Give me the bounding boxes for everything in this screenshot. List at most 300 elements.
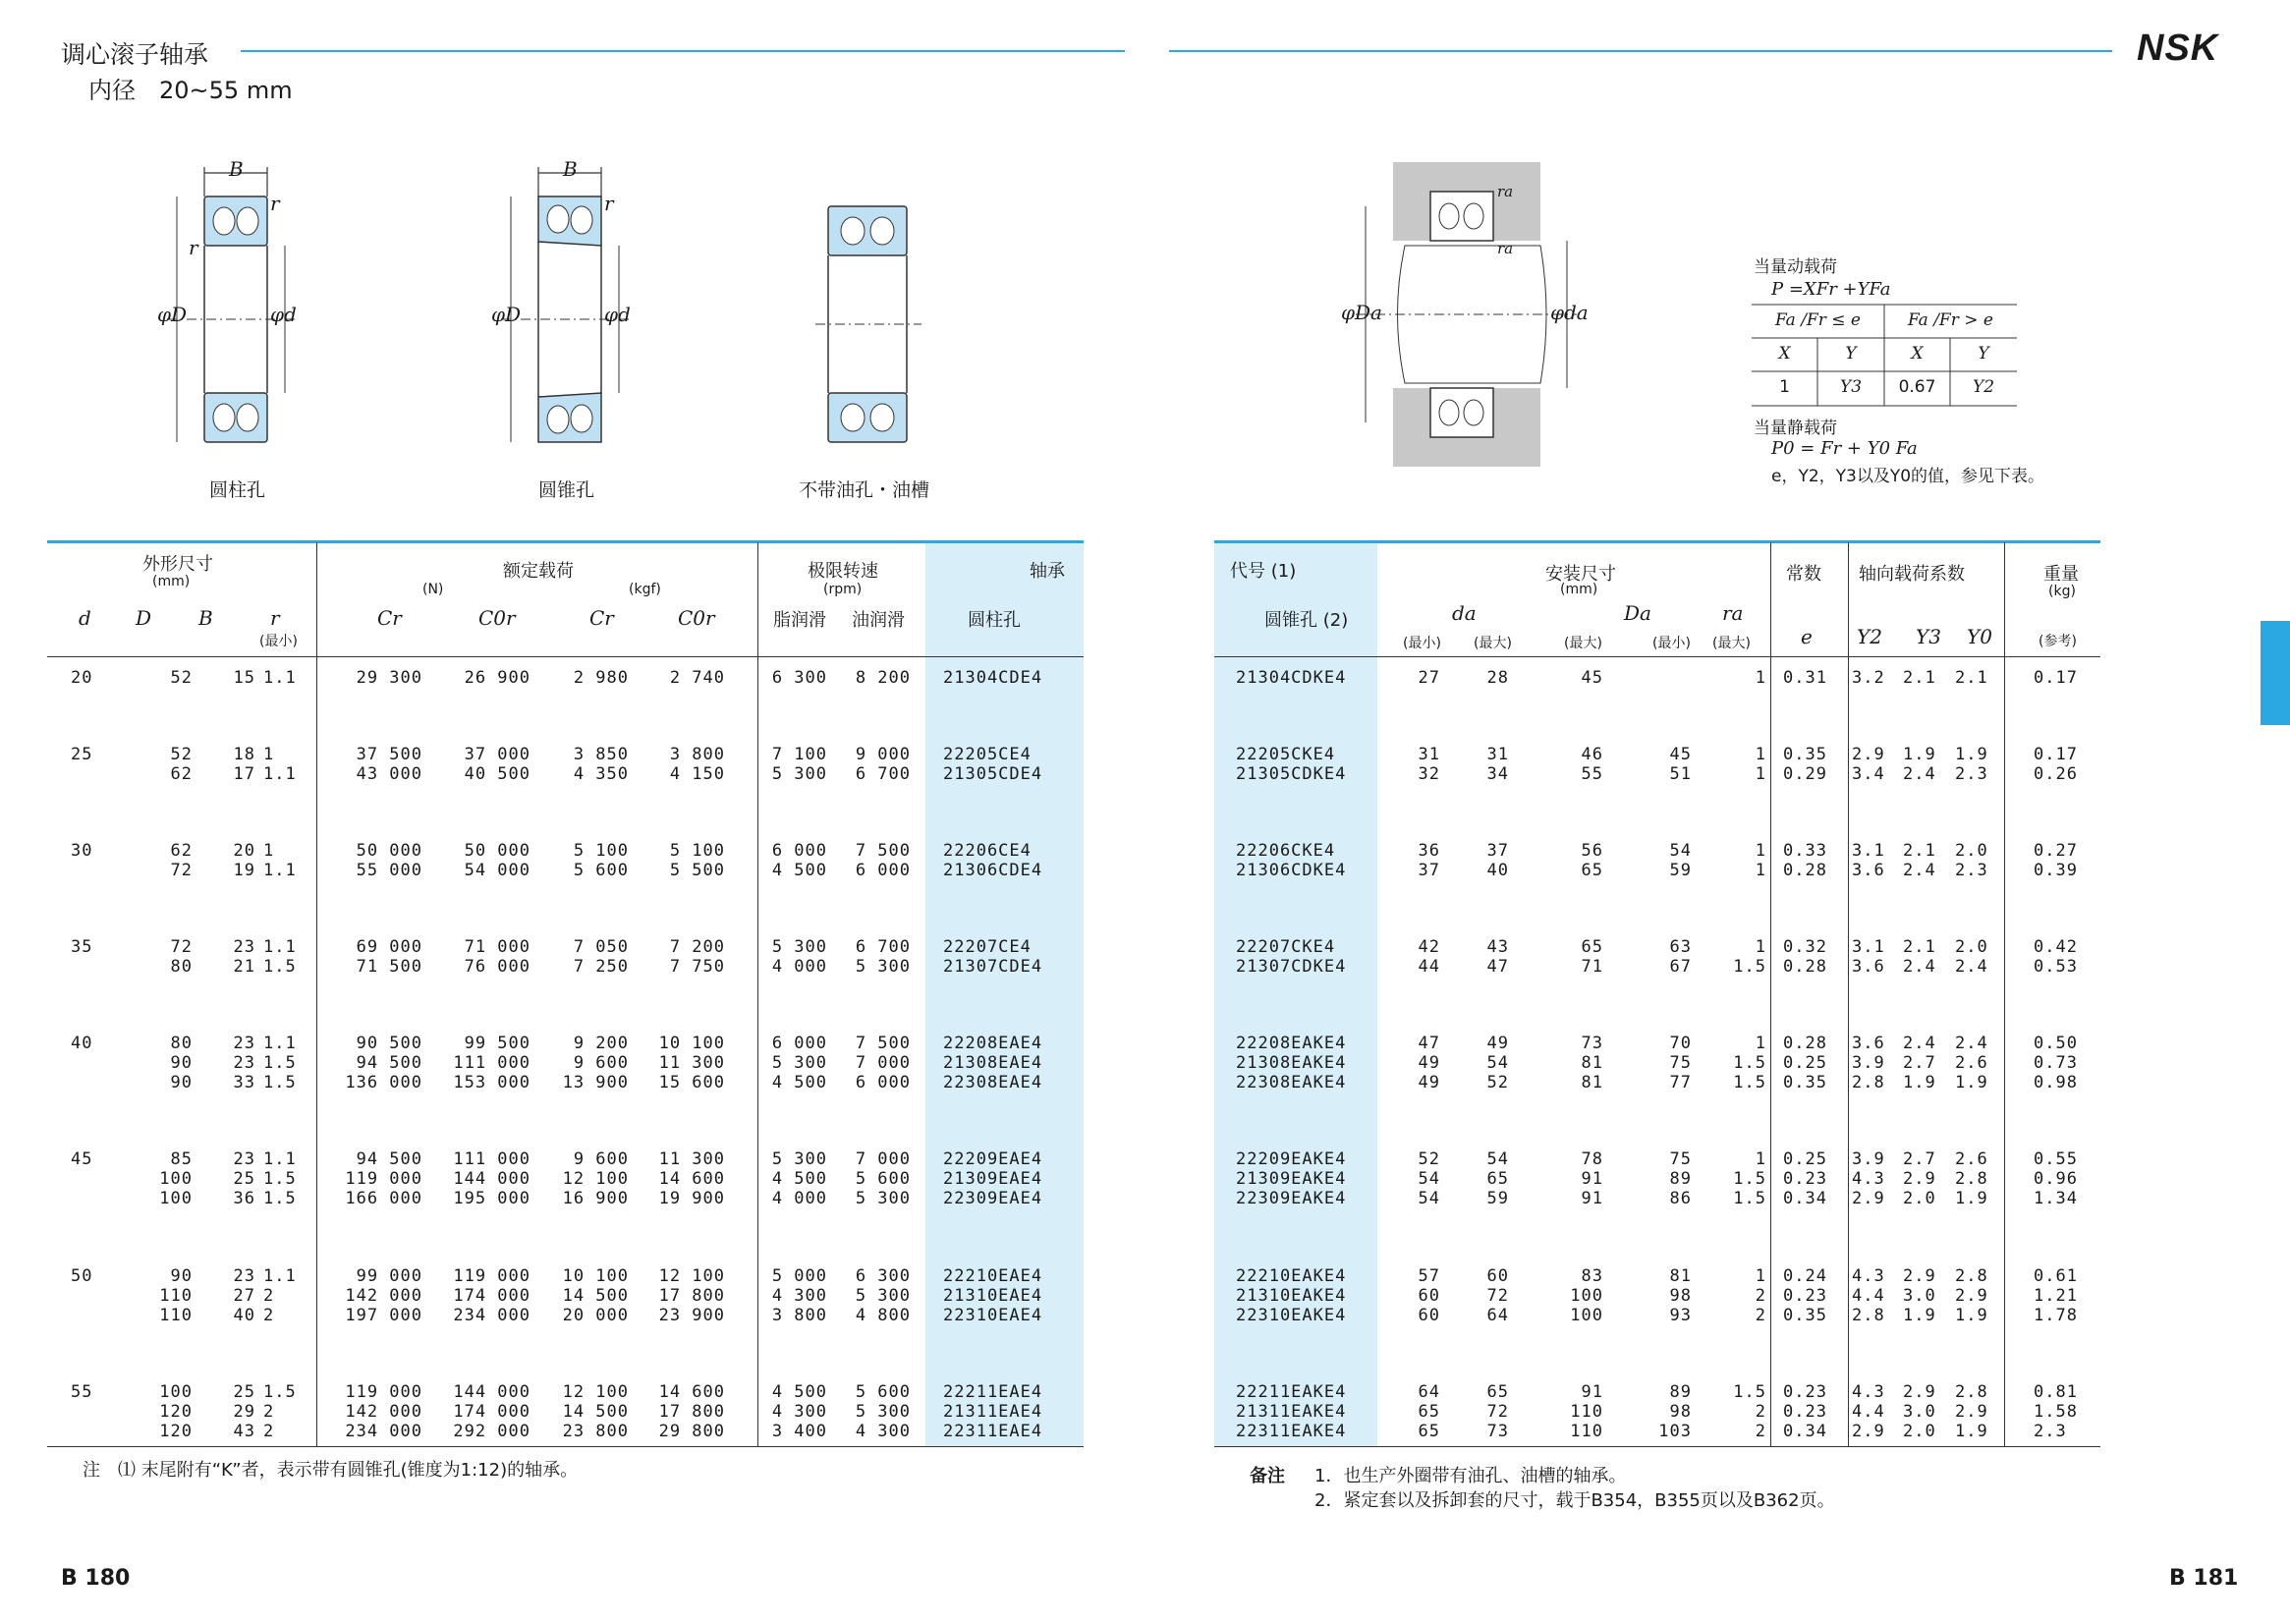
cell-cyl: 22309EAE4 <box>943 1189 1043 1208</box>
cell-da-min: 31 <box>1418 745 1440 764</box>
hdr-axial: 轴向载荷系数 <box>1859 564 1965 585</box>
cell-da-min: 59 <box>1669 861 1692 880</box>
cell-b: 43 <box>233 1422 255 1441</box>
cell-crk: 10 100 <box>562 1266 629 1286</box>
cell-y0: 1.9 <box>1955 1073 1988 1092</box>
cell-grease: 4 500 <box>771 1382 827 1402</box>
cell-ra-max: 1 <box>1755 764 1766 784</box>
cell-c0rk: 14 600 <box>658 1382 725 1402</box>
cell-oil: 6 000 <box>855 1073 911 1092</box>
cell-cr: 119 000 <box>345 1382 422 1402</box>
cell-e: 0.28 <box>1783 1034 1827 1053</box>
hdr-Da-max: (最大) <box>1564 636 1602 651</box>
cell-r: 2 <box>263 1422 275 1441</box>
cell-taper: 22209EAKE4 <box>1236 1149 1347 1169</box>
cell-c0rk: 17 800 <box>658 1402 725 1422</box>
cell-y3: 2.4 <box>1903 1034 1936 1053</box>
cell-c0rk: 2 740 <box>669 668 725 688</box>
val-X1: 1 <box>1779 377 1790 397</box>
cell-da-max: 40 <box>1486 861 1509 880</box>
cell-taper: 22206CKE4 <box>1236 841 1336 861</box>
cell-y2: 3.6 <box>1852 1034 1885 1053</box>
cell-oil: 6 700 <box>855 764 911 784</box>
cell-cyl: 22207CE4 <box>943 937 1032 957</box>
bore-diameter-d: 35 <box>71 937 93 957</box>
cell-da-max: 49 <box>1486 1034 1509 1053</box>
cell-da-min: 103 <box>1658 1422 1692 1441</box>
dynamic-load-formula: P =XFr +YFa <box>1771 279 1891 300</box>
cell-e: 0.29 <box>1783 764 1827 784</box>
cell-b: 15 <box>233 668 255 688</box>
cell-r: 1.5 <box>263 1073 297 1092</box>
cell-grease: 4 300 <box>771 1286 827 1306</box>
hdr-ra-max: (最大) <box>1712 636 1751 651</box>
cell-da-min: 54 <box>1669 841 1692 861</box>
val-X2: 0.67 <box>1898 377 1936 397</box>
hdr-oil: 油润滑 <box>852 610 905 631</box>
cell-crk: 4 350 <box>573 764 629 784</box>
cell-y0: 2.4 <box>1955 957 1988 977</box>
cell-da-min: 98 <box>1669 1402 1692 1422</box>
cell-b: 18 <box>233 745 255 764</box>
cell-c0r: 119 000 <box>453 1266 531 1286</box>
cell-oil: 5 300 <box>855 1402 911 1422</box>
cell-c0r: 40 500 <box>464 764 531 784</box>
cell-da-max: 34 <box>1486 764 1509 784</box>
cell-grease: 5 300 <box>771 1053 827 1073</box>
note-2: 2．紧定套以及拆卸套的尺寸，载于B354，B355页以及B362页。 <box>1314 1490 1835 1511</box>
fig2-label-r: r <box>604 192 614 215</box>
cell-r: 1.5 <box>263 1053 297 1073</box>
cell-oil: 5 300 <box>855 1189 911 1208</box>
cell-c0r: 76 000 <box>464 957 531 977</box>
cond-le-e: Fa /Fr ≤ e <box>1775 310 1861 330</box>
cell-weight: 0.17 <box>2034 668 2078 688</box>
cell-e: 0.25 <box>1783 1149 1827 1169</box>
cell-y0: 2.8 <box>1955 1169 1988 1189</box>
cell-crk: 20 000 <box>562 1306 629 1325</box>
cell-ra-max: 1.5 <box>1733 1073 1766 1092</box>
cell-y2: 3.1 <box>1852 937 1885 957</box>
cell-y3: 2.4 <box>1903 957 1936 977</box>
cell-weight: 2.3 <box>2034 1422 2067 1441</box>
nsk-logo: NSK <box>2137 28 2219 69</box>
cell-da-min: 67 <box>1669 957 1692 977</box>
cell-da-max: 37 <box>1486 841 1509 861</box>
cell-y2: 3.1 <box>1852 841 1885 861</box>
fig1-caption: 圆柱孔 <box>209 479 266 501</box>
cell-crk: 9 600 <box>573 1149 629 1169</box>
hdr-Da: Da <box>1624 601 1651 625</box>
cell-crk: 9 200 <box>573 1034 629 1053</box>
cell-y2: 2.9 <box>1852 1189 1885 1208</box>
cell-b: 36 <box>233 1189 255 1208</box>
cell-crk: 7 050 <box>573 937 629 957</box>
cell-c0r: 144 000 <box>453 1169 531 1189</box>
cell-d: 120 <box>159 1422 193 1441</box>
cell-y0: 2.9 <box>1955 1402 1988 1422</box>
cell-e: 0.23 <box>1783 1169 1827 1189</box>
cell-oil: 8 200 <box>855 668 911 688</box>
val-Y1: Y3 <box>1839 377 1863 397</box>
cell-cyl: 21309EAE4 <box>943 1169 1043 1189</box>
cell-da-min: 32 <box>1418 764 1440 784</box>
cell-c0r: 99 500 <box>464 1034 531 1053</box>
cell-taper: 22211EAKE4 <box>1236 1382 1347 1402</box>
cell-weight: 0.39 <box>2034 861 2078 880</box>
cell-b: 23 <box>233 1149 255 1169</box>
cell-cyl: 22205CE4 <box>943 745 1032 764</box>
dynamic-load-title: 当量动载荷 <box>1754 257 1837 277</box>
hdr-unit-kgf: (kgf) <box>629 582 661 597</box>
mount-label-Da: φDa <box>1341 301 1382 324</box>
cell-da-max: 110 <box>1570 1422 1603 1441</box>
cell-r: 1.1 <box>263 1266 297 1286</box>
cell-b: 17 <box>233 764 255 784</box>
cell-weight: 0.55 <box>2034 1149 2078 1169</box>
hdr-constant: 常数 <box>1786 564 1821 585</box>
cell-y3: 3.0 <box>1903 1286 1936 1306</box>
cell-weight: 0.26 <box>2034 764 2078 784</box>
cell-r: 1 <box>263 745 275 764</box>
cell-b: 25 <box>233 1169 255 1189</box>
cell-y2: 2.9 <box>1852 1422 1885 1441</box>
cell-c0r: 174 000 <box>453 1286 531 1306</box>
cell-da-min: 37 <box>1418 861 1440 880</box>
cell-y2: 4.3 <box>1852 1169 1885 1189</box>
cell-d: 100 <box>159 1189 193 1208</box>
bore-diameter-d: 40 <box>71 1034 93 1053</box>
cell-cr: 43 000 <box>356 764 422 784</box>
hdr-Cr-kgf: Cr <box>589 606 614 630</box>
cell-weight: 0.96 <box>2034 1169 2078 1189</box>
hdr-C0r-kgf: C0r <box>678 606 715 630</box>
cell-b: 27 <box>233 1286 255 1306</box>
cell-c0r: 174 000 <box>453 1402 531 1422</box>
cell-c0r: 37 000 <box>464 745 531 764</box>
cell-y0: 1.9 <box>1955 1189 1988 1208</box>
cell-grease: 4 500 <box>771 1073 827 1092</box>
note-1: 1．也生产外圈带有油孔、油槽的轴承。 <box>1314 1466 1627 1486</box>
cell-cr: 142 000 <box>345 1402 422 1422</box>
cell-ra-max: 1 <box>1755 937 1766 957</box>
cell-cr: 94 500 <box>356 1053 422 1073</box>
cell-y2: 2.8 <box>1852 1073 1885 1092</box>
hdr-weight-unit: (kg) <box>2048 584 2076 599</box>
cell-ra-max: 1.5 <box>1733 1169 1766 1189</box>
cell-d: 90 <box>170 1053 193 1073</box>
cell-da-min: 54 <box>1418 1189 1440 1208</box>
hdr-e: e <box>1801 625 1813 648</box>
cell-y3: 1.9 <box>1903 1306 1936 1325</box>
cell-da-max: 46 <box>1581 745 1603 764</box>
cell-grease: 5 300 <box>771 1149 827 1169</box>
cell-c0rk: 14 600 <box>658 1169 725 1189</box>
cell-r: 1.5 <box>263 957 297 977</box>
cell-da-min: 70 <box>1669 1034 1692 1053</box>
cell-b: 19 <box>233 861 255 880</box>
cell-cr: 69 000 <box>356 937 422 957</box>
cell-c0rk: 5 500 <box>669 861 725 880</box>
cell-y0: 1.9 <box>1955 1422 1988 1441</box>
cell-weight: 0.42 <box>2034 937 2078 957</box>
cell-c0rk: 4 150 <box>669 764 725 784</box>
cell-c0r: 71 000 <box>464 937 531 957</box>
cell-oil: 7 000 <box>855 1149 911 1169</box>
cell-c0rk: 15 600 <box>658 1073 725 1092</box>
cell-oil: 4 800 <box>855 1306 911 1325</box>
right-table-divider-3 <box>2004 542 2005 1446</box>
right-table-divider-1 <box>1770 542 1771 1446</box>
cell-y3: 1.9 <box>1903 745 1936 764</box>
section-tab <box>2261 621 2290 725</box>
cell-ra-max: 1 <box>1755 861 1766 880</box>
cell-cyl: 22210EAE4 <box>943 1266 1043 1286</box>
cell-crk: 5 100 <box>573 841 629 861</box>
cell-taper: 22308EAKE4 <box>1236 1073 1347 1092</box>
cond-gt-e: Fa /Fr > e <box>1908 310 1993 330</box>
cell-y2: 3.9 <box>1852 1053 1885 1073</box>
cell-y2: 3.9 <box>1852 1149 1885 1169</box>
cell-da-max: 31 <box>1486 745 1509 764</box>
cell-grease: 5 000 <box>771 1266 827 1286</box>
cell-y0: 2.6 <box>1955 1053 1988 1073</box>
cell-ra-max: 1 <box>1755 745 1766 764</box>
cell-b: 25 <box>233 1382 255 1402</box>
cell-b: 23 <box>233 937 255 957</box>
cell-cyl: 22308EAE4 <box>943 1073 1043 1092</box>
cell-ra-max: 1.5 <box>1733 1053 1766 1073</box>
cell-y0: 2.8 <box>1955 1382 1988 1402</box>
cell-e: 0.23 <box>1783 1286 1827 1306</box>
cell-ra-max: 1.5 <box>1733 1382 1766 1402</box>
cell-y2: 3.4 <box>1852 764 1885 784</box>
hdr-da-min: (最小) <box>1403 636 1441 651</box>
cell-ra-max: 1 <box>1755 1034 1766 1053</box>
cell-da-min: 42 <box>1418 937 1440 957</box>
cell-b: 21 <box>233 957 255 977</box>
cell-grease: 6 300 <box>771 668 827 688</box>
static-load-formula: P0 = Fr + Y0 Fa <box>1771 438 1918 459</box>
cell-cr: 99 000 <box>356 1266 422 1286</box>
cell-d: 62 <box>170 764 193 784</box>
cell-d: 80 <box>170 1034 193 1053</box>
cell-taper: 22310EAKE4 <box>1236 1306 1347 1325</box>
hdr-Cr-N: Cr <box>377 606 402 630</box>
mount-label-ra2: ra <box>1497 240 1514 257</box>
cell-d: 100 <box>159 1169 193 1189</box>
cell-y0: 2.0 <box>1955 937 1988 957</box>
cell-da-max: 43 <box>1486 937 1509 957</box>
cell-oil: 5 300 <box>855 1286 911 1306</box>
cell-grease: 5 300 <box>771 764 827 784</box>
cell-y3: 2.7 <box>1903 1053 1936 1073</box>
cell-cyl: 21311EAE4 <box>943 1402 1043 1422</box>
hdr-taper-bore: 圆锥孔 (2) <box>1264 610 1349 631</box>
cell-c0r: 234 000 <box>453 1306 531 1325</box>
cell-y0: 2.6 <box>1955 1149 1988 1169</box>
cell-da-max: 54 <box>1486 1149 1509 1169</box>
cell-cyl: 22208EAE4 <box>943 1034 1043 1053</box>
right-table-divider-2 <box>1848 542 1849 1446</box>
cell-y2: 4.3 <box>1852 1382 1885 1402</box>
fig2-label-B: B <box>563 157 578 181</box>
cell-r: 2 <box>263 1402 275 1422</box>
cell-da-min: 77 <box>1669 1073 1692 1092</box>
fig2-label-d: φd <box>604 303 631 326</box>
page-number-right: B 181 <box>2169 1566 2239 1591</box>
cell-c0r: 111 000 <box>453 1149 531 1169</box>
cell-d: 85 <box>170 1149 193 1169</box>
cell-da-min: 81 <box>1669 1266 1692 1286</box>
footnote-left: 注 ⑴ 末尾附有“K”者，表示带有圆锥孔(锥度为1:12)的轴承。 <box>83 1460 579 1481</box>
cell-y3: 2.1 <box>1903 668 1936 688</box>
cell-y0: 1.9 <box>1955 745 1988 764</box>
cell-c0rk: 7 200 <box>669 937 725 957</box>
cell-da-min: 75 <box>1669 1053 1692 1073</box>
hdr-d: d <box>79 606 91 630</box>
cell-crk: 12 100 <box>562 1169 629 1189</box>
cell-c0rk: 19 900 <box>658 1189 725 1208</box>
cell-c0r: 26 900 <box>464 668 531 688</box>
hdr-dimensions-unit: (mm) <box>152 574 191 589</box>
cell-y3: 2.9 <box>1903 1382 1936 1402</box>
cell-taper: 22208EAKE4 <box>1236 1034 1347 1053</box>
hdr-r-min: (最小) <box>259 634 298 649</box>
cell-grease: 6 000 <box>771 841 827 861</box>
cell-taper: 22210EAKE4 <box>1236 1266 1347 1286</box>
cell-crk: 7 250 <box>573 957 629 977</box>
cell-d: 110 <box>159 1286 193 1306</box>
cell-d: 90 <box>170 1266 193 1286</box>
cell-d: 62 <box>170 841 193 861</box>
cell-e: 0.35 <box>1783 745 1827 764</box>
cell-da-max: 54 <box>1486 1053 1509 1073</box>
cell-ra-max: 1.5 <box>1733 1189 1766 1208</box>
page-title: 调心滚子轴承 <box>61 40 209 69</box>
header-rule-right <box>1169 50 2112 52</box>
cell-e: 0.32 <box>1783 937 1827 957</box>
cell-da-min: 75 <box>1669 1149 1692 1169</box>
cell-weight: 1.58 <box>2034 1402 2078 1422</box>
cell-cr: 71 500 <box>356 957 422 977</box>
hdr-Y1: Y <box>1845 344 1857 364</box>
cell-oil: 9 000 <box>855 745 911 764</box>
hdr-rated-load: 额定载荷 <box>503 561 574 582</box>
cell-oil: 7 500 <box>855 1034 911 1053</box>
cell-weight: 0.17 <box>2034 745 2078 764</box>
hdr-C0r-N: C0r <box>478 606 516 630</box>
cell-y0: 1.9 <box>1955 1306 1988 1325</box>
cell-y0: 2.0 <box>1955 841 1988 861</box>
cell-cr: 55 000 <box>356 861 422 880</box>
cell-r: 1.5 <box>263 1382 297 1402</box>
cell-d: 80 <box>170 957 193 977</box>
cell-taper: 21305CDKE4 <box>1236 764 1347 784</box>
cell-crk: 5 600 <box>573 861 629 880</box>
cell-da-max: 65 <box>1486 1382 1509 1402</box>
val-Y2: Y2 <box>1972 377 1995 397</box>
bore-diameter-d: 50 <box>71 1266 93 1286</box>
cell-da-max: 65 <box>1581 861 1603 880</box>
cell-da-min: 65 <box>1418 1422 1440 1441</box>
cell-taper: 22309EAKE4 <box>1236 1189 1347 1208</box>
cell-d: 110 <box>159 1306 193 1325</box>
cell-cyl: 21308EAE4 <box>943 1053 1043 1073</box>
mount-label-ra1: ra <box>1497 183 1514 200</box>
cell-da-max: 110 <box>1570 1402 1603 1422</box>
cell-cr: 142 000 <box>345 1286 422 1306</box>
cell-cyl: 22206CE4 <box>943 841 1032 861</box>
hdr-X2: X <box>1911 344 1924 364</box>
cell-taper: 21308EAKE4 <box>1236 1053 1347 1073</box>
cell-crk: 14 500 <box>562 1402 629 1422</box>
cell-weight: 0.27 <box>2034 841 2078 861</box>
cell-c0rk: 29 800 <box>658 1422 725 1441</box>
cell-e: 0.28 <box>1783 861 1827 880</box>
cell-r: 2 <box>263 1286 275 1306</box>
cell-da-max: 81 <box>1581 1073 1603 1092</box>
cell-da-min: 60 <box>1418 1286 1440 1306</box>
hdr-unit-N: (N) <box>422 582 444 597</box>
cell-cyl: 21310EAE4 <box>943 1286 1043 1306</box>
cell-weight: 0.73 <box>2034 1053 2078 1073</box>
cell-r: 1.1 <box>263 1034 297 1053</box>
cell-r: 2 <box>263 1306 275 1325</box>
hdr-ra: ra <box>1722 601 1744 625</box>
cell-cr: 90 500 <box>356 1034 422 1053</box>
fig3-caption: 不带油孔・油槽 <box>799 479 930 501</box>
cell-da-min: 44 <box>1418 957 1440 977</box>
cell-cr: 234 000 <box>345 1422 422 1441</box>
bore-diameter-d: 30 <box>71 841 93 861</box>
fig2-caption: 圆锥孔 <box>538 479 595 501</box>
cell-y0: 2.9 <box>1955 1286 1988 1306</box>
cell-oil: 5 600 <box>855 1169 911 1189</box>
cell-da-min: 93 <box>1669 1306 1692 1325</box>
cell-e: 0.28 <box>1783 957 1827 977</box>
hdr-weight: 重量 <box>2043 564 2079 585</box>
right-table-top-rule <box>1214 540 2100 543</box>
cell-c0rk: 10 100 <box>658 1034 725 1053</box>
cell-crk: 16 900 <box>562 1189 629 1208</box>
cell-e: 0.24 <box>1783 1266 1827 1286</box>
cell-cyl: 22209EAE4 <box>943 1149 1043 1169</box>
hdr-X1: X <box>1778 344 1791 364</box>
cell-crk: 12 100 <box>562 1382 629 1402</box>
hdr-speed: 极限转速 <box>808 561 878 582</box>
cell-taper: 21306CDKE4 <box>1236 861 1347 880</box>
cell-da-max: 52 <box>1486 1073 1509 1092</box>
cell-e: 0.35 <box>1783 1073 1827 1092</box>
cell-da-max: 64 <box>1486 1306 1509 1325</box>
cell-cyl: 21305CDE4 <box>943 764 1043 784</box>
cell-da-max: 91 <box>1581 1382 1603 1402</box>
cell-crk: 13 900 <box>562 1073 629 1092</box>
left-table-bottom-rule <box>47 1446 1084 1447</box>
cell-cr: 166 000 <box>345 1189 422 1208</box>
cell-da-max: 81 <box>1581 1053 1603 1073</box>
cell-oil: 5 600 <box>855 1382 911 1402</box>
hdr-mounting-unit: (mm) <box>1560 582 1598 597</box>
cell-ra-max: 2 <box>1755 1306 1766 1325</box>
cell-cyl: 22310EAE4 <box>943 1306 1043 1325</box>
cell-d: 72 <box>170 937 193 957</box>
bore-diameter-d: 25 <box>71 745 93 764</box>
cell-c0rk: 11 300 <box>658 1149 725 1169</box>
cell-ra-max: 1 <box>1755 841 1766 861</box>
hdr-da: da <box>1452 601 1477 625</box>
